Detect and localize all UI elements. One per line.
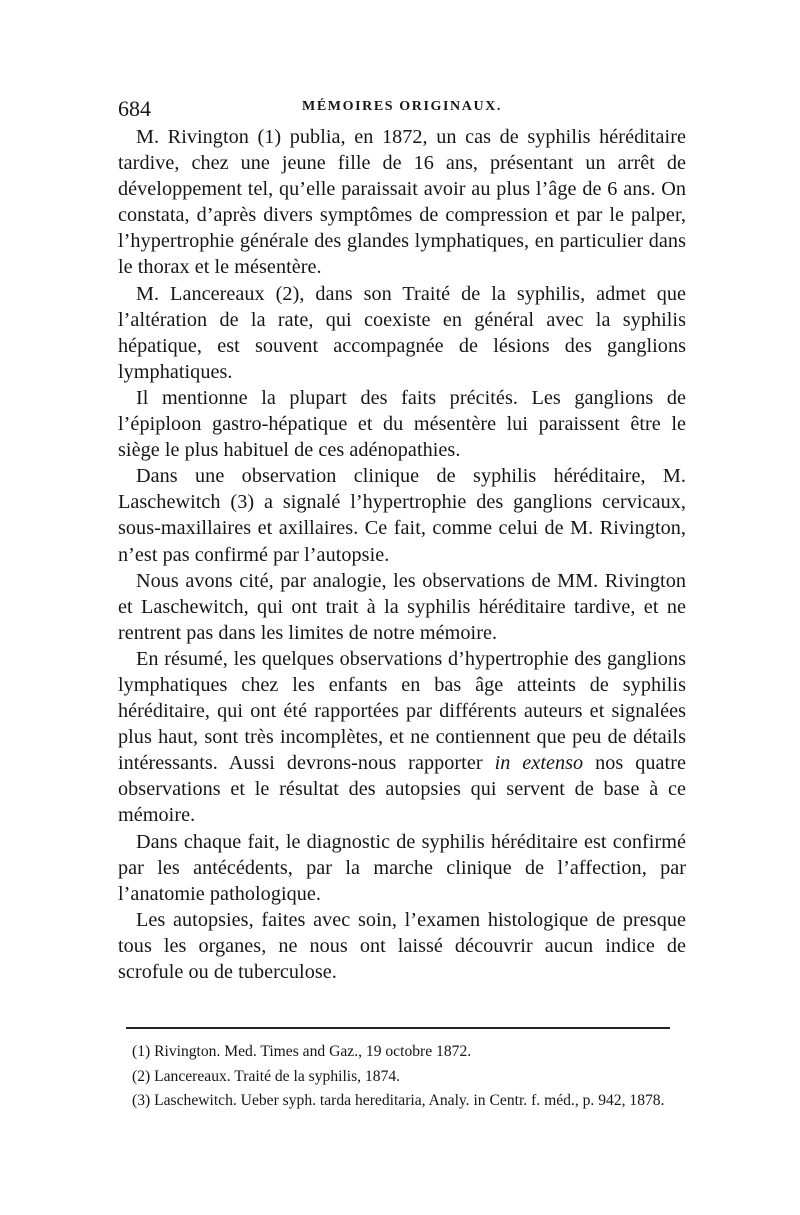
running-head: MÉMOIRES ORIGINAUX.: [302, 99, 502, 114]
resume-text-end: nos quatre observations et le résultat des autopsies qui servent de base à ce mémoire.: [118, 752, 686, 827]
paragraph-analogie: Nous avons cité, par analogie, les observations de MM. Rivington et Laschewitch, qui ont trait à la syphilis héréditaire tardive, et ne rentrent pas dans les limites de notre mémoire.: [118, 569, 686, 644]
page-header: [118, 96, 686, 124]
body-text: [118, 124, 686, 985]
paragraph-autopsies: Les autopsies, faites avec soin, l’examen histologique de presque tous les organes, ne nous ont laissé découvrir aucun indice de scrofule ou de tuberculose.: [118, 908, 686, 983]
footnote-3: (3) Laschewitch. Ueber syph. tarda hereditaria, Analy. in Centr. f. méd., p. 942, 1878.: [132, 1092, 665, 1109]
footnotes: [118, 1040, 686, 1114]
footnote-rule: [126, 1027, 670, 1029]
paragraph-rivington: M. Rivington (1) publia, en 1872, un cas de syphilis héréditaire tardive, chez une jeune fille de 16 ans, présentant un arrêt de développement tel, qu’elle paraissait avoir au plus l’âge de 6 ans. On constata, d’après divers symptômes de compression et par le palper, l’hypertrophie générale des glandes lymphatiques, en particulier dans le thorax et le mésentère.: [118, 126, 686, 279]
resume-italic: in extenso: [494, 752, 584, 775]
footnote-2: (2) Lancereaux. Traité de la syphilis, 1874.: [132, 1067, 401, 1085]
paragraph-diagnostic: Dans chaque fait, le diagnostic de syphilis héréditaire est confirmé par les antécédents, par la marche clinique de l’affection, par l’anatomie pathologique.: [118, 830, 686, 905]
paragraph-resume: [118, 646, 686, 829]
paragraph-lancereaux: M. Lancereaux (2), dans son Traité de la syphilis, admet que l’altération de la rate, qui coexiste en général avec la syphilis hépatique, est souvent accompagnée de lésions des ganglions lymphatiques.: [118, 282, 686, 383]
paragraph-laschewitch: Dans une observation clinique de syphilis héréditaire, M. Laschewitch (3) a signalé l’hypertrophie des ganglions cervicaux, sous-maxillaires et axillaires. Ce fait, comme celui de M. Rivington, n’est pas confirmé par l’autopsie.: [118, 465, 686, 566]
page-number: 684: [118, 96, 151, 121]
resume-text-start: En résumé, les quelques observations d’hypertrophie des ganglions lymphatiques chez les enfants en bas âge atteints de syphilis héréditaire, qui ont été rapportées par différents auteurs et signalées plus haut, sont très incomplètes, et ne contiennent que peu de détails intéressants. Aussi devrons-nous rapporter: [118, 647, 686, 775]
footnote-1: (1) Rivington. Med. Times and Gaz., 19 octobre 1872.: [132, 1043, 472, 1060]
paragraph-mentionne: Il mentionne la plupart des faits précités. Les ganglions de l’épiploon gastro-hépatique et du mésentère lui paraissent être le siège le plus habituel de ces adénopathies.: [118, 386, 686, 462]
